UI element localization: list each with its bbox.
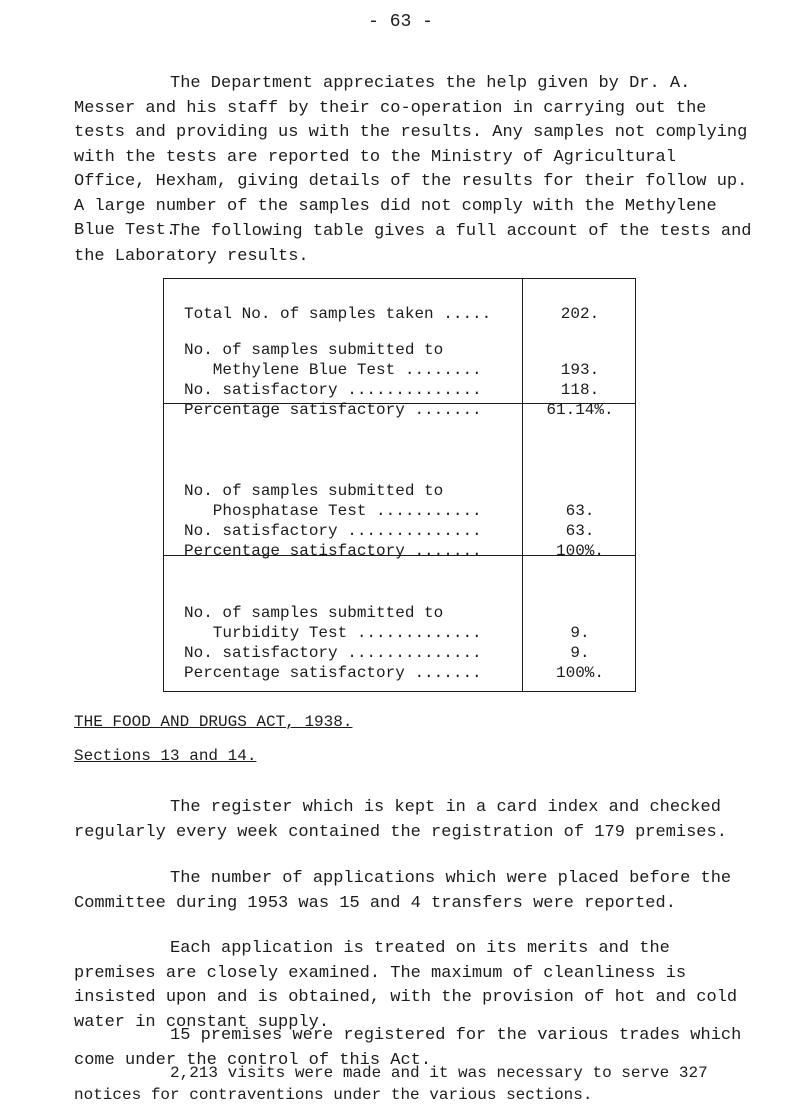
phosphatase-row-1: No. of samples submitted to	[184, 482, 444, 500]
methylene-row-4: Percentage satisfactory ....... 61.14%.	[164, 398, 637, 422]
applications-paragraph: The number of applications which were placed before the Committee during 1953 was 15 and 4 transfers were reported.	[74, 869, 732, 913]
methylene-percentage-value: 61.14%.	[546, 401, 614, 419]
turbidity-row-3: No. satisfactory .............. 9.	[164, 641, 637, 665]
section-subheading: Sections 13 and 14.	[74, 747, 257, 765]
methylene-row-2: Methylene Blue Test ........ 193.	[164, 358, 637, 382]
section-heading: THE FOOD AND DRUGS ACT, 1938.	[74, 713, 353, 731]
total-value: 202.	[560, 305, 600, 323]
methylene-satisfactory-value: 118.	[560, 381, 600, 399]
turbidity-row-4: Percentage satisfactory ....... 100%.	[164, 661, 637, 685]
turbidity-satisfactory-value: 9.	[570, 644, 590, 662]
phosphatase-satisfactory-value: 63.	[565, 522, 595, 540]
laboratory-results-table	[163, 278, 636, 692]
phosphatase-submitted-value: 63.	[565, 502, 595, 520]
table-row-total	[164, 302, 637, 326]
visits-paragraph: 2,213 visits were made and it was necessary to serve 327 notices for contraventions under the various sections.	[74, 1064, 708, 1104]
register-paragraph: The register which is kept in a card index and checked regularly every week contained the registration of 179 premises.	[74, 798, 727, 842]
turbidity-submitted-value: 9.	[570, 624, 590, 642]
phosphatase-row-3: No. satisfactory .............. 63.	[164, 519, 637, 543]
turbidity-percentage-value: 100%.	[555, 664, 604, 682]
inspection-paragraph: Each application is treated on its merits and the premises are closely examined. The maximum of cleanliness is insisted upon and is obtained, with the provision of hot and cold water in constant supply.	[74, 939, 738, 1032]
page-number: - 63 -	[368, 12, 433, 32]
registered-premises-paragraph: 15 premises were registered for the various trades which come under the control of this Act.	[74, 1026, 742, 1070]
phosphatase-row-2: Phosphatase Test ........... 63.	[164, 499, 637, 523]
phosphatase-percentage-value: 100%.	[555, 542, 604, 560]
turbidity-row-2: Turbidity Test ............. 9.	[164, 621, 637, 645]
methylene-row-3: No. satisfactory .............. 118.	[164, 378, 637, 402]
total-label: Total No. of samples taken .....	[184, 305, 492, 323]
methylene-submitted-value: 193.	[560, 361, 600, 379]
phosphatase-row-4: Percentage satisfactory ....... 100%.	[164, 539, 637, 563]
intro-paragraph-1: The Department appreciates the help given by Dr. A. Messer and his staff by their co-operation in carrying out the tests and providing us with the results. Any samples not complying with the tests are reported to the Ministry of Agricultural Office, Hexham, giving details of the results for their follow up. A large number of the samples did not comply with the Methylene Blue Test.	[74, 74, 748, 240]
methylene-row-1: No. of samples submitted to	[184, 341, 444, 359]
turbidity-row-1: No. of samples submitted to	[184, 604, 444, 622]
intro-paragraph-2: The following table gives a full account of the tests and the Laboratory results.	[74, 222, 752, 266]
